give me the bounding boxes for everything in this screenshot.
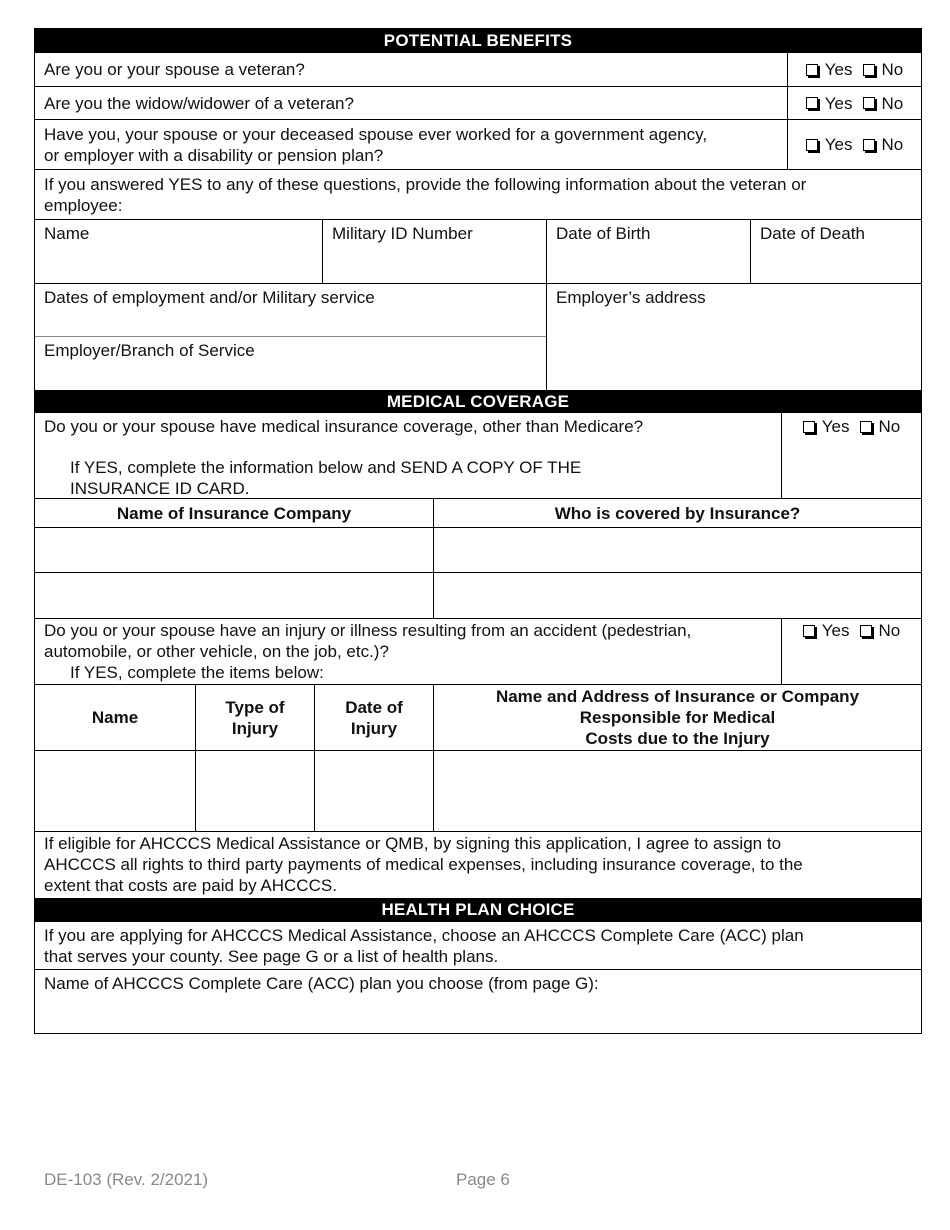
who-covered-input[interactable]: [433, 573, 921, 618]
dates-of-employment-field[interactable]: Dates of employment and/or Military service: [35, 284, 546, 337]
responsible-insurer-input[interactable]: [433, 751, 921, 831]
yes-checkbox[interactable]: Yes: [806, 93, 853, 114]
health-plan-info: If you are applying for AHCCCS Medical Assistance, choose an AHCCCS Complete Care (ACC) plan that serves your county. See page G or a list of health plans.: [34, 922, 922, 970]
yes-checkbox[interactable]: Yes: [806, 134, 853, 155]
section-header-health-plan-choice: HEALTH PLAN CHOICE: [34, 898, 922, 922]
injury-date-input[interactable]: [314, 751, 433, 831]
question-veteran: Are you or your spouse a veteran?: [44, 60, 305, 79]
employer-address-field[interactable]: Employer’s address: [546, 284, 921, 390]
checkbox-icon: [806, 64, 818, 76]
col-insurance-company: Name of Insurance Company: [116, 504, 352, 523]
military-id-field[interactable]: Military ID Number: [322, 220, 546, 283]
no-checkbox[interactable]: No: [860, 416, 901, 437]
insurance-note: If YES, complete the information below and SEND A COPY OF THE INSURANCE ID CARD.: [70, 458, 582, 498]
question-row-widow: [34, 87, 922, 120]
insurance-company-input[interactable]: [35, 528, 433, 572]
application-form: [34, 28, 922, 1034]
date-of-birth-field[interactable]: Date of Birth: [546, 220, 750, 283]
col-who-covered: Who is covered by Insurance?: [433, 499, 921, 527]
injury-table-row: [34, 751, 922, 832]
insurance-table-header: [34, 499, 922, 528]
checkbox-icon: [803, 625, 815, 637]
insurance-company-input[interactable]: [35, 573, 433, 618]
question-widow: Are you the widow/widower of a veteran?: [44, 94, 354, 113]
question-row-injury: Do you or your spouse have an injury or illness resulting from an accident (pedestrian, automobile, or other vehicle, on the job, etc.)? If YES, complete the items below: Yes No: [34, 619, 922, 685]
checkbox-icon: [863, 139, 875, 151]
employer-branch-field[interactable]: Employer/Branch of Service: [44, 341, 255, 360]
yes-checkbox[interactable]: Yes: [803, 620, 850, 641]
yes-no-widow: [787, 87, 921, 119]
health-plan-choice-row: [34, 970, 922, 1034]
col-responsible-insurer: Name and Address of Insurance or Company Responsible for Medical Costs due to the Injury: [433, 685, 921, 750]
veteran-info-row: [34, 220, 922, 284]
insurance-table-row: [34, 528, 922, 573]
no-checkbox[interactable]: No: [863, 59, 904, 80]
checkbox-icon: [860, 625, 872, 637]
injury-type-input[interactable]: [195, 751, 314, 831]
question-medical-insurance: Do you or your spouse have medical insurance coverage, other than Medicare?: [44, 417, 644, 436]
question-row-veteran: [34, 53, 922, 87]
col-date-of-injury: Date of Injury: [314, 685, 433, 750]
yes-no-government: [787, 120, 921, 169]
assignment-statement: If eligible for AHCCCS Medical Assistance or QMB, by signing this application, I agree to assign to AHCCCS all rights to third party payments of medical expenses, including insurance coverage, to the extent that costs are paid by AHCCCS.: [34, 832, 922, 899]
if-yes-instructions: If you answered YES to any of these questions, provide the following information about the veteran or employee:: [34, 170, 922, 220]
employment-row: [34, 284, 922, 391]
date-of-death-field[interactable]: Date of Death: [750, 220, 921, 283]
checkbox-icon: [803, 421, 815, 433]
yes-no-veteran: [787, 53, 921, 86]
no-checkbox[interactable]: No: [860, 620, 901, 641]
question-injury: Do you or your spouse have an injury or illness resulting from an accident (pedestrian,: [44, 621, 692, 640]
yes-checkbox[interactable]: Yes: [803, 416, 850, 437]
checkbox-icon: [863, 97, 875, 109]
checkbox-icon: [806, 97, 818, 109]
question-row-government: [34, 120, 922, 170]
section-header-potential-benefits: POTENTIAL BENEFITS: [34, 28, 922, 53]
col-type-of-injury: Type of Injury: [195, 685, 314, 750]
section-header-medical-coverage: MEDICAL COVERAGE: [34, 391, 922, 413]
checkbox-icon: [806, 139, 818, 151]
insurance-table-row: [34, 573, 922, 619]
no-checkbox[interactable]: No: [863, 93, 904, 114]
yes-checkbox[interactable]: Yes: [806, 59, 853, 80]
who-covered-input[interactable]: [433, 528, 921, 572]
yes-no-injury: [781, 619, 921, 684]
injury-name-input[interactable]: [35, 751, 195, 831]
col-injury-name: Name: [91, 708, 139, 727]
checkbox-icon: [860, 421, 872, 433]
health-plan-choice-field[interactable]: Name of AHCCCS Complete Care (ACC) plan you choose (from page G):: [44, 974, 599, 993]
no-checkbox[interactable]: No: [863, 134, 904, 155]
form-id: DE-103 (Rev. 2/2021): [44, 1170, 209, 1189]
page-number: Page 6: [456, 1170, 510, 1189]
yes-no-medical-insurance: [781, 413, 921, 498]
injury-table-header: [34, 685, 922, 751]
question-government: Have you, your spouse or your deceased spouse ever worked for a government agency, or employer with a disability or pension plan?: [44, 125, 708, 165]
question-row-medical-insurance: [34, 413, 922, 499]
checkbox-icon: [863, 64, 875, 76]
name-field[interactable]: Name: [44, 224, 90, 243]
